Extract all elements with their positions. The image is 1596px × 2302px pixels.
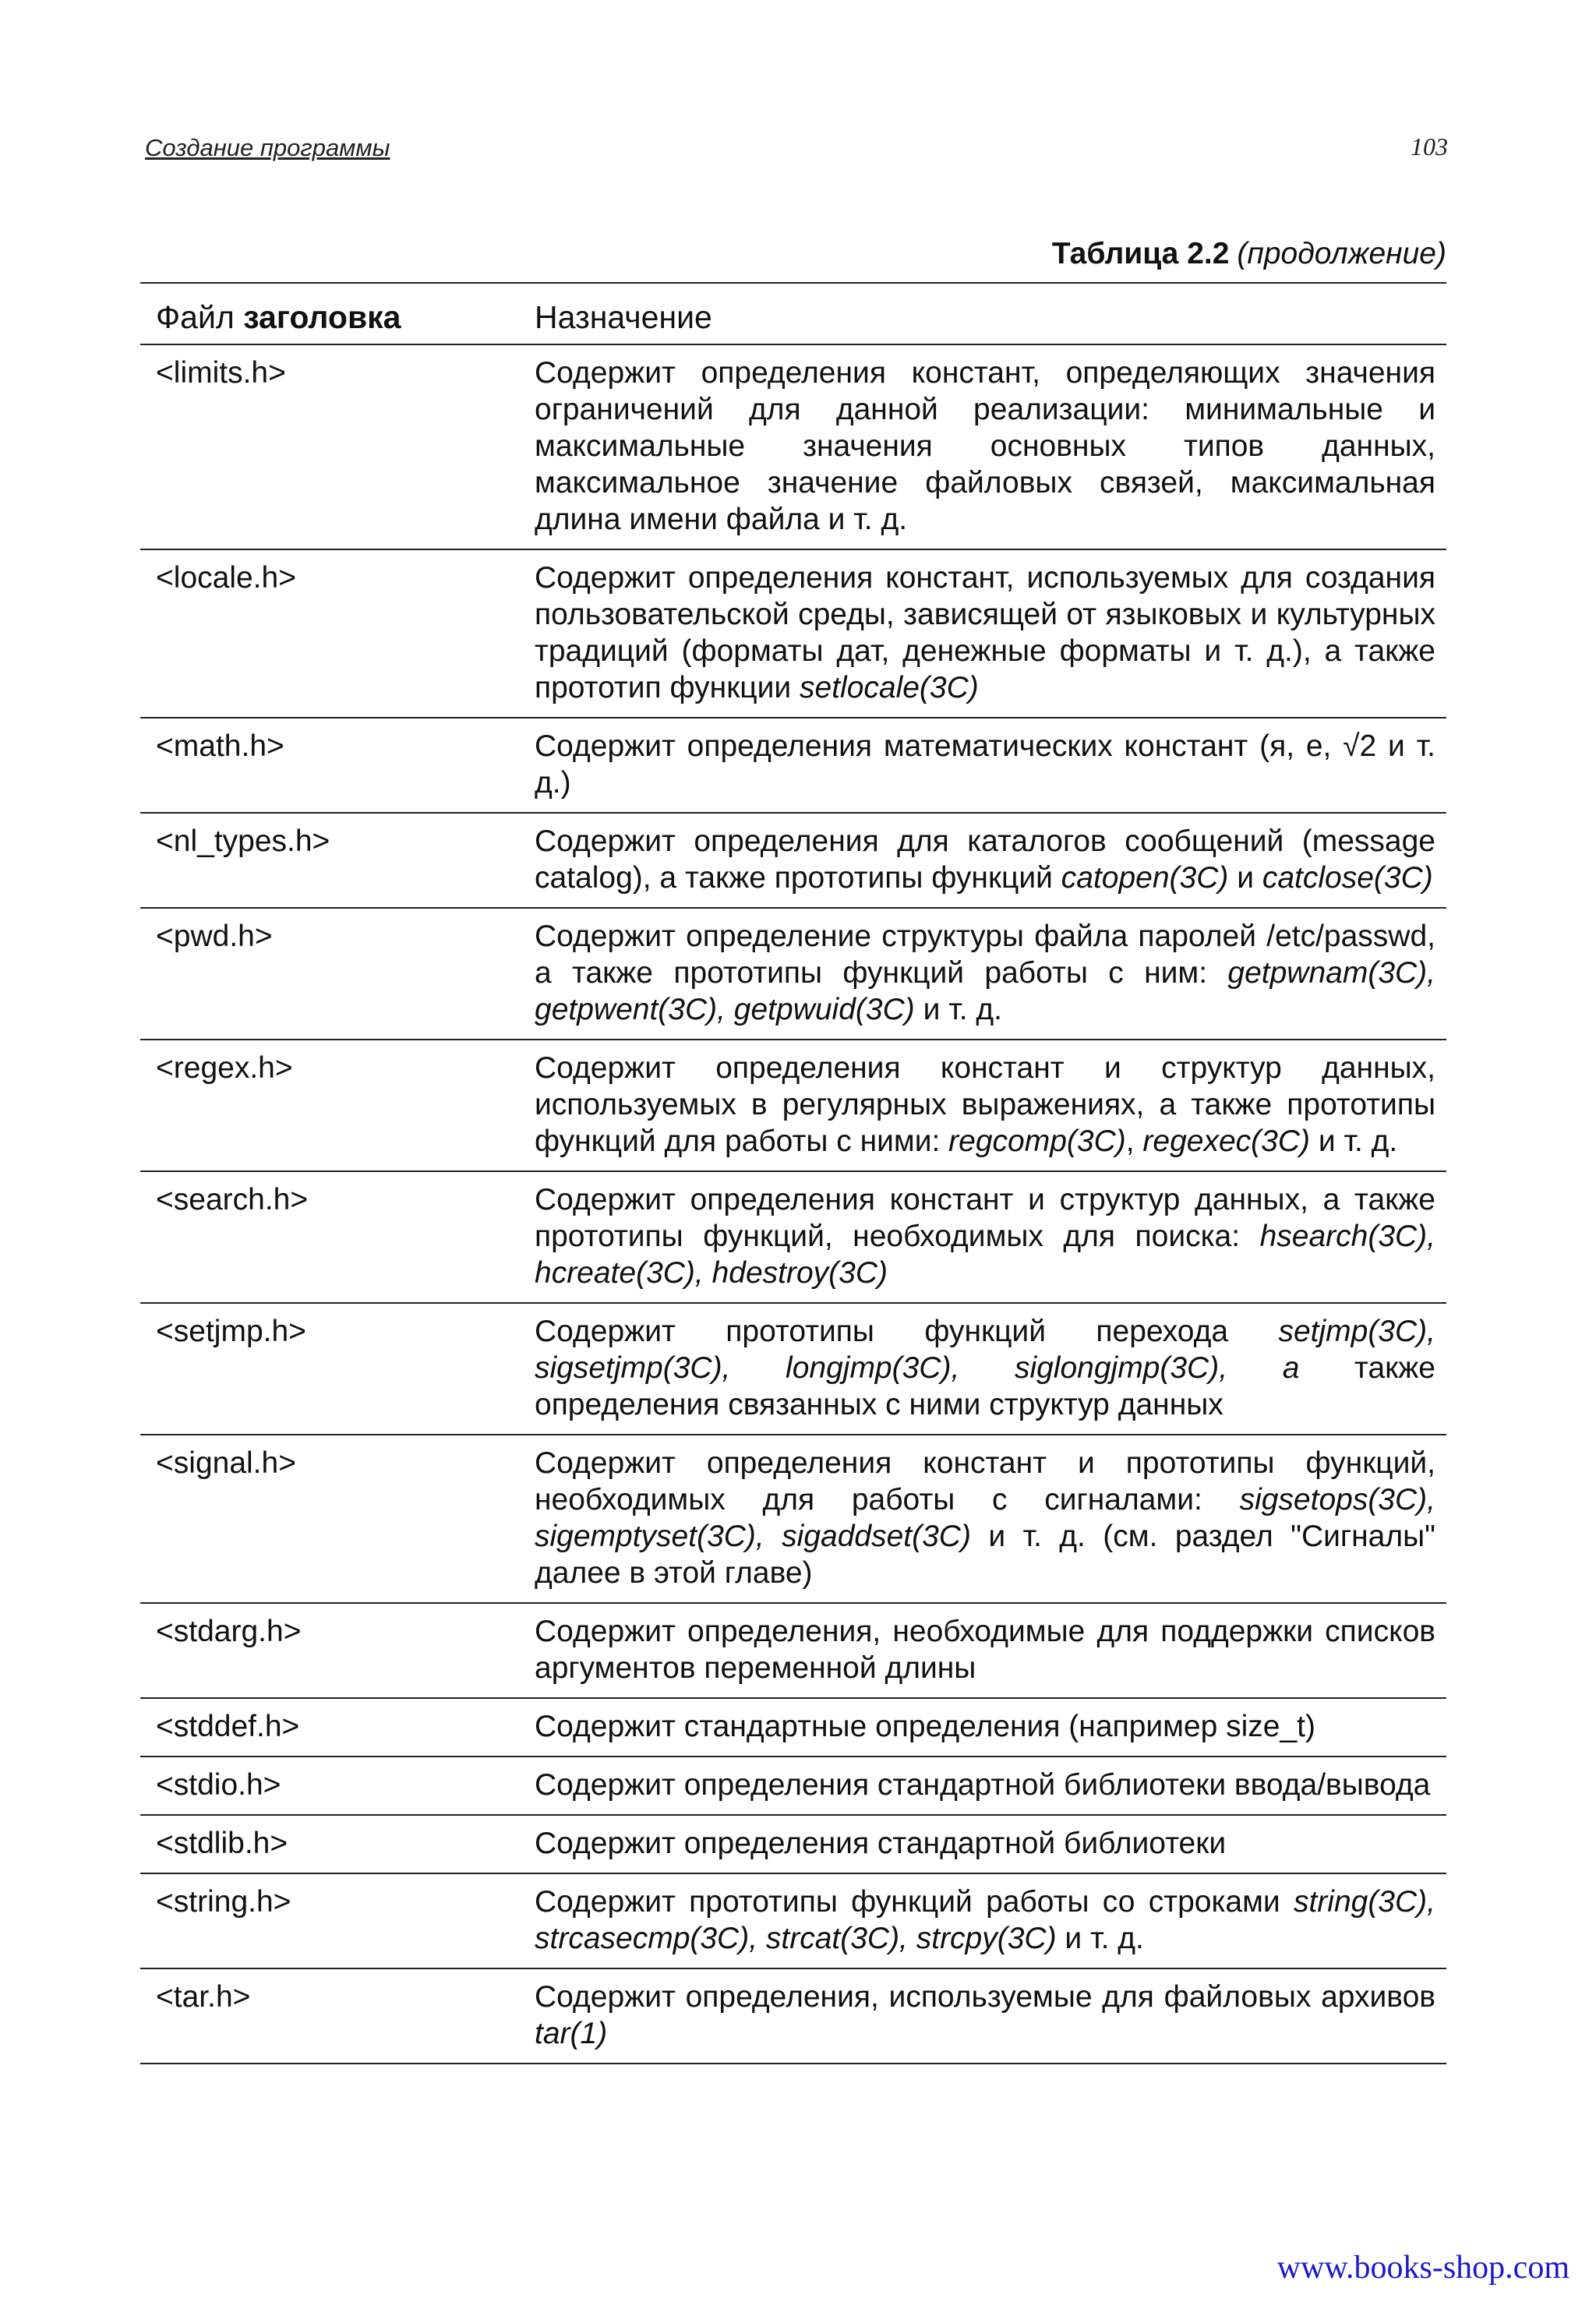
function-reference: setlocale(3C)	[800, 671, 979, 704]
table-row	[140, 1815, 1446, 1873]
header-file-name: <limits.h>	[140, 344, 527, 549]
header-file-description	[527, 1698, 1446, 1757]
running-head: Создание программы	[145, 134, 390, 161]
header-file-description	[527, 1815, 1446, 1873]
header-file-name: <string.h>	[140, 1873, 527, 1968]
header-file-description	[527, 549, 1446, 718]
header-file-description	[527, 1171, 1446, 1303]
header-file-description	[527, 813, 1446, 908]
table-header-row	[140, 283, 1446, 344]
table-row	[140, 344, 1446, 549]
table-row	[140, 1040, 1446, 1171]
description-text: ,	[1125, 1125, 1143, 1158]
description-text: Содержит прототипы функций перехода	[535, 1315, 1279, 1348]
table-row	[140, 1968, 1446, 2064]
header-file-name: <pwd.h>	[140, 908, 527, 1040]
table-row	[140, 813, 1446, 908]
header-file-description	[527, 1435, 1446, 1603]
header-file-description	[527, 1968, 1446, 2064]
table-row	[140, 908, 1446, 1040]
description-text: Содержит определения для каталогов сообщений (message catalog), а также прототипы функций	[535, 824, 1435, 895]
header-file-description	[527, 1757, 1446, 1815]
description-text: также определения связанных с ними структур данных	[535, 1351, 1436, 1421]
header-file-description	[527, 1303, 1446, 1435]
table-row	[140, 1603, 1446, 1698]
header-file-name: <math.h>	[140, 718, 527, 813]
header-files-table	[140, 282, 1446, 2064]
table-row	[140, 1873, 1446, 1968]
header-file-description	[527, 908, 1446, 1040]
table-caption-label: Таблица 2.2	[1051, 237, 1230, 270]
table-row	[140, 1435, 1446, 1603]
function-reference: hsearch(3C), hcreate(3C), hdestroy(3C)	[535, 1220, 1435, 1290]
description-text: Содержит определения констант и прототипы функций, необходимых для работы с сигналами:	[535, 1446, 1435, 1516]
function-reference: catclose(3C)	[1262, 861, 1433, 895]
description-text: Содержит определения констант и структур данных, используемых в регулярных выражениях, а также прототипы функций для работы с ними:	[535, 1051, 1435, 1158]
header-file-description	[527, 1873, 1446, 1968]
header-file-description	[527, 718, 1446, 813]
header-file-name: <stdio.h>	[140, 1757, 527, 1815]
column-header-file: Файл заголовка	[140, 283, 527, 344]
description-text: Содержит определения констант и структур данных, а также прототипы функций, необходимых для поиска:	[535, 1183, 1435, 1253]
description-text: Содержит прототипы функций работы со строками	[535, 1885, 1294, 1919]
header-file-description	[527, 1040, 1446, 1171]
header-file-name: <stdarg.h>	[140, 1603, 527, 1698]
watermark-link[interactable]: www.books-shop.com	[1276, 2250, 1570, 2286]
description-text: Содержит определения, используемые для файловых архивов	[535, 1980, 1435, 2014]
function-reference: catopen(3C)	[1061, 861, 1229, 895]
description-text: Содержит определения стандартной библиотеки	[535, 1827, 1227, 1860]
description-text: Содержит определения констант, определяющих значения ограничений для данной реализации: минимальные и максимальные значения основных типов данных, максимальное значение файловых связей, максимальная длина имени файла и т. д.	[535, 356, 1435, 536]
header-file-name: <setjmp.h>	[140, 1303, 527, 1435]
function-reference: regexec(3C)	[1142, 1125, 1310, 1158]
description-text: Содержит определения констант, используемых для создания пользовательской среды, зависящей от языковых и культурных традиций (форматы дат, денежные форматы и т. д.), а также прототип функции	[535, 561, 1435, 704]
description-text: и т. д.	[1310, 1125, 1398, 1158]
description-text: и т. д.	[1056, 1922, 1144, 1955]
table-caption-note: (продолжение)	[1237, 237, 1446, 270]
header-file-name: <search.h>	[140, 1171, 527, 1303]
header-file-name: <tar.h>	[140, 1968, 527, 2064]
description-text: и т. д. (см. раздел "Сигналы" далее в этой главе)	[535, 1520, 1435, 1590]
header-file-name: <stddef.h>	[140, 1698, 527, 1757]
header-file-description	[527, 1603, 1446, 1698]
function-reference: tar(1)	[535, 2017, 608, 2050]
description-text: и т. д.	[914, 993, 1002, 1026]
table-body	[140, 344, 1446, 2064]
table-row	[140, 1698, 1446, 1757]
function-reference: string(3C), strcasecmp(3C), strcat(3C), strcpy(3C)	[535, 1885, 1435, 1955]
table-row	[140, 1171, 1446, 1303]
header-file-description	[527, 344, 1446, 549]
description-text: Содержит определение структуры файла паролей /etc/passwd, а также прототипы функций работы с ним:	[535, 920, 1435, 990]
table-row	[140, 718, 1446, 813]
function-reference: sigsetops(3C), sigemptyset(3C), sigaddset(3C)	[535, 1483, 1435, 1553]
description-text: Содержит определения, необходимые для поддержки списков аргументов переменной длины	[535, 1615, 1435, 1685]
function-reference: setjmp(3C), sigsetjmp(3C), longjmp(3C), siglongjmp(3C), а	[535, 1315, 1435, 1385]
header-file-name: <nl_types.h>	[140, 813, 527, 908]
column-header-purpose: Назначение	[527, 283, 1446, 344]
description-text: и	[1228, 861, 1262, 895]
header-file-name: <regex.h>	[140, 1040, 527, 1171]
description-text: Содержит стандартные определения (например size_t)	[535, 1710, 1316, 1743]
header-file-name: <signal.h>	[140, 1435, 527, 1603]
table-caption	[1052, 237, 1446, 271]
table-row	[140, 1757, 1446, 1815]
description-text: Содержит определения математических констант (я, е, √2 и т. д.)	[535, 729, 1435, 800]
table-row	[140, 1303, 1446, 1435]
table-row	[140, 549, 1446, 718]
page-number: 103	[1411, 132, 1448, 161]
function-reference: getpwnam(3C), getpwent(3C), getpwuid(3C)	[535, 956, 1435, 1026]
description-text: Содержит определения стандартной библиотеки ввода/вывода	[535, 1768, 1431, 1802]
header-file-name: <locale.h>	[140, 549, 527, 718]
header-file-name: <stdlib.h>	[140, 1815, 527, 1873]
function-reference: regcomp(3C)	[948, 1125, 1126, 1158]
